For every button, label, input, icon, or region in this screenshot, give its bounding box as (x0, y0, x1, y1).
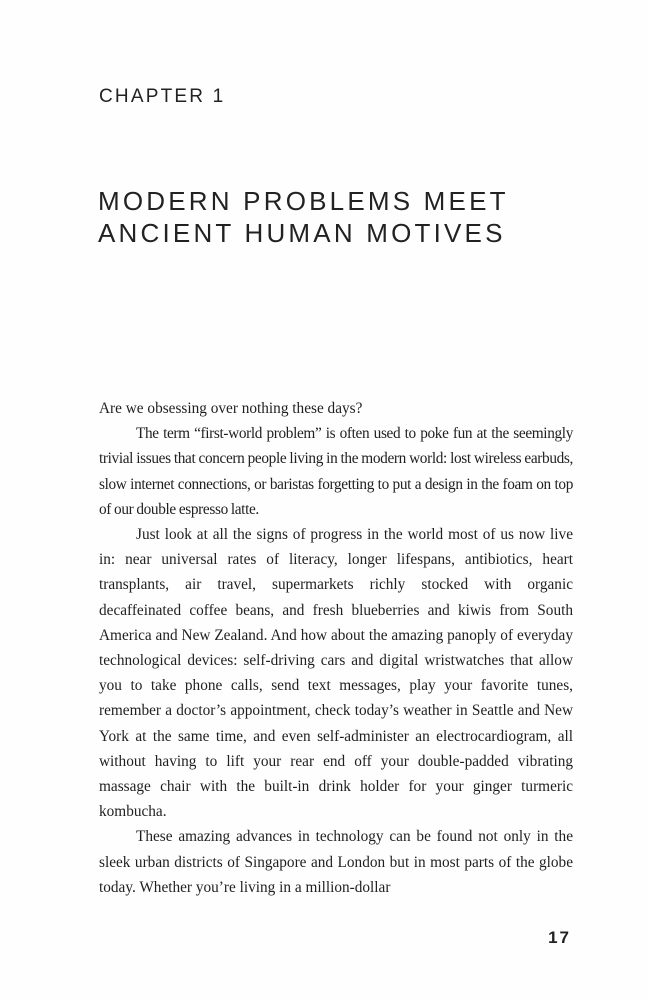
chapter-label: CHAPTER 1 (99, 86, 226, 107)
paragraph-2: The term “first-world problem” is often used to poke fun at the seemingly trivial issues that concern people living in the modern world: lost wireless earbuds, slow internet connections, or baristas forgetting to put a design in the foam on top of our double espresso latte. (99, 425, 573, 518)
body-text (99, 396, 573, 900)
paragraph-4: These amazing advances in technology can be found not only in the sleek urban districts of Singapore and London but in most parts of the globe today. Whether you’re living in a million-dollar (99, 828, 573, 896)
chapter-title (98, 185, 578, 249)
paragraph-3: Just look at all the signs of progress in the world most of us now live in: near universal rates of literacy, longer lifespans, antibiotics, heart transplants, air travel, supermarkets richly stocked with organic decaffeinated coffee beans, and fresh blueberries and kiwis from South America and New Zealand. And how about the amazing panoply of everyday technological devices: self-driving cars and digital wristwatches that allow you to take phone calls, send text messages, play your favorite tunes, remember a doctor’s appointment, check today’s weather in Seattle and New York at the same time, and even self-administer an electrocardiogram, all without having to lift your rear end off your double-padded vibrating massage chair with the built-in drink holder for your ginger turmeric kombucha. (99, 526, 573, 821)
chapter-title-line-2: ANCIENT HUMAN MOTIVES (98, 218, 506, 248)
chapter-title-line-1: MODERN PROBLEMS MEET (98, 186, 509, 216)
page-number: 17 (548, 928, 571, 947)
paragraph-1: Are we obsessing over nothing these days? (99, 400, 363, 417)
